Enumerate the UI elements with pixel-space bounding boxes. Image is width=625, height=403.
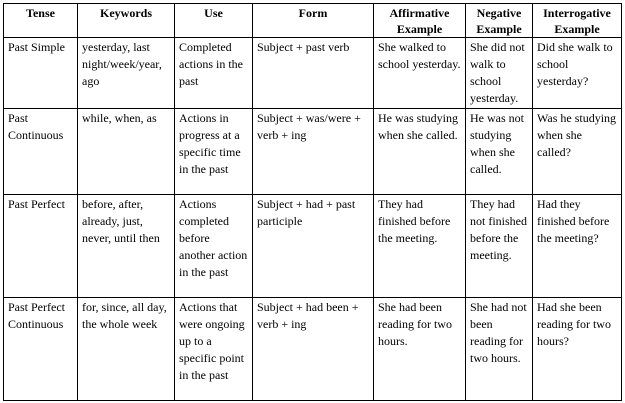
- cell-affirmative: She had been reading for two hours.: [374, 298, 466, 401]
- cell-keywords: while, when, as: [78, 109, 175, 195]
- cell-affirmative: He was studying when she called.: [374, 109, 466, 195]
- table-header: [4, 4, 622, 38]
- cell-interrogative: Had she been reading for two hours?: [533, 298, 622, 401]
- cell-tense: Past Continuous: [4, 109, 78, 195]
- cell-use: Completed actions in the past: [175, 38, 253, 109]
- header-row: [4, 4, 622, 38]
- table-row: [4, 38, 622, 109]
- cell-keywords: for, since, all day, the whole week: [78, 298, 175, 401]
- cell-form: Subject + had + past participle: [253, 195, 374, 298]
- cell-negative: She did not walk to school yesterday.: [466, 38, 533, 109]
- header-interrogative: Interrogative Example: [533, 4, 622, 38]
- document-page: [3, 3, 622, 401]
- table-row: [4, 195, 622, 298]
- past-tenses-table: [3, 3, 622, 401]
- cell-keywords: yesterday, last night/week/year, ago: [78, 38, 175, 109]
- table-row: [4, 109, 622, 195]
- cell-form: Subject + past verb: [253, 38, 374, 109]
- cell-interrogative: Had they finished before the meeting?: [533, 195, 622, 298]
- cell-negative: She had not been reading for two hours.: [466, 298, 533, 401]
- cell-tense: Past Simple: [4, 38, 78, 109]
- cell-tense: Past Perfect: [4, 195, 78, 298]
- cell-use: Actions in progress at a specific time in the past: [175, 109, 253, 195]
- header-use: Use: [175, 4, 253, 38]
- cell-negative: They had not finished before the meeting.: [466, 195, 533, 298]
- cell-keywords: before, after, already, just, never, until then: [78, 195, 175, 298]
- cell-affirmative: She walked to school yesterday.: [374, 38, 466, 109]
- header-tense: Tense: [4, 4, 78, 38]
- cell-interrogative: Did she walk to school yesterday?: [533, 38, 622, 109]
- table-body: [4, 38, 622, 401]
- cell-form: Subject + was/were + verb + ing: [253, 109, 374, 195]
- cell-form: Subject + had been + verb + ing: [253, 298, 374, 401]
- header-form: Form: [253, 4, 374, 38]
- cell-tense: Past Perfect Continuous: [4, 298, 78, 401]
- header-affirmative: Affirmative Example: [374, 4, 466, 38]
- header-negative: Negative Example: [466, 4, 533, 38]
- cell-use: Actions that were ongoing up to a specific point in the past: [175, 298, 253, 401]
- cell-affirmative: They had finished before the meeting.: [374, 195, 466, 298]
- table-row: [4, 298, 622, 401]
- cell-interrogative: Was he studying when she called?: [533, 109, 622, 195]
- cell-use: Actions completed before another action in the past: [175, 195, 253, 298]
- cell-negative: He was not studying when she called.: [466, 109, 533, 195]
- header-keywords: Keywords: [78, 4, 175, 38]
